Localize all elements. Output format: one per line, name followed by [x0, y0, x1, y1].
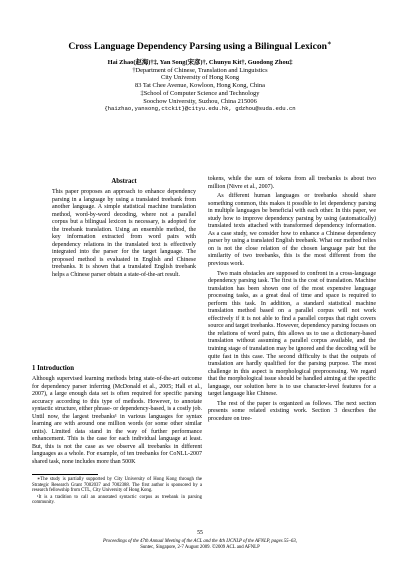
introduction-heading: 1 Introduction	[32, 365, 74, 372]
abstract-heading: Abstract	[111, 178, 137, 185]
abstract-section	[52, 177, 196, 280]
paper-title	[0, 41, 400, 53]
body-paragraph: As different human languages or treebanks should share something common, this makes it possible to let dependency parsing in multiple languages be beneficial with each other. In this paper, we study how to improve dependency parsing by using (automatically) translated texts attached with transformed dependency information. As a case study, we consider how to enhance a Chinese dependency parser by using a translated English treebank. What our method relies on is not the close relation of the chosen language pair but the similarity of two treebanks, this is the most different from the previous work.	[208, 193, 376, 268]
abstract-text: This paper proposes an approach to enhance dependency parsing in a language by using a translated treebank from another language. A simple statistical machine translation method, word-by-word decoding, where not a parallel corpus but a bilingual lexicon is necessary, is adopted for the treebank translation. Using an ensemble method, the key information extracted from word pairs with dependency relations in the translated text is effectively integrated into the parser for the target language. The proposed method is evaluated in English and Chinese treebanks. It is shown that a translated English treebank helps a Chinese parser obtain a state-of-the-art result.	[52, 189, 196, 279]
proceedings-footer	[20, 539, 380, 551]
affiliation-line: 83 Tat Chee Avenue, Kowloon, Hong Kong, China	[135, 82, 265, 90]
title-text: Cross Language Dependency Parsing using a Bilingual Lexicon	[68, 41, 327, 52]
introduction-paragraph: Although supervised learning methods bring state-of-the-art outcome for dependency parser inferring (McDonald et al., 2005; Hall et al., 2007), a large enough data set is often required for specific parsing accuracy according to this type of methods. However, to annotate syntactic structure, either phrase- or dependency-based, is a costly job. Until now, the largest treebanks¹ in various languages for syntax learning are with around one million words (or some other similar units). Limited data stand in the way of further performance enhancement. This is the case for each individual language at least. But, this is not the case as we observe all treebanks in different languages as a whole. For example, of ten treebanks for CoNLL-2007 shared task, none includes more than 500K	[32, 376, 202, 466]
body-paragraph: The rest of the paper is organized as follows. The next section presents some related existing work. Section 3 describes the procedure on tree-	[208, 400, 376, 422]
affiliation-line: City University of Hong Kong	[160, 74, 240, 82]
body-paragraph: Two main obstacles are supposed to confront in a cross-language dependency parsing task. The first is the cost of translation. Machine translation has been shown one of the most expensive language processing tasks, as a great deal of time and space is required to perform this task. In addition, a standard statistical machine translation method based on a parallel corpus will not work effectively if it is not able to find a parallel corpus that right covers source and target treebanks. However, dependency parsing focuses on the relations of word pairs, this allows us to use a dictionary-based translation without assuming a parallel corpus available, and the training stage of translation may be ignored and the decoding will be quite fast in this case. The second difficulty is that the outputs of translation are hardly qualified for the parsing purpose. The most challenge in this aspect is morphological preprocessing. We regard that the morphological issue should be handled aiming at the specific language, our solution here is to use character-level features for a target language like Chinese.	[208, 270, 376, 398]
proceedings-line: Suntec, Singapore, 2-7 August 2009. ©2009 ACL and AFNLP	[140, 545, 260, 550]
author-names: Hai Zhao(赵海)†‡, Yan Song(宋彦)†, Chunyu Kit†, Guodong Zhou‡	[107, 59, 293, 66]
introduction-section	[32, 364, 202, 467]
footnotes	[32, 477, 202, 507]
proceedings-line: Proceedings of the 47th Annual Meeting of the ACL and the 4th IJCNLP of the AFNLP, pages 55–63,	[103, 539, 297, 544]
authors-block	[40, 59, 360, 113]
footnote: ¹It is a tradition to call an annotated syntactic corpus as treebank in parsing community.	[32, 494, 202, 505]
right-column	[208, 176, 376, 426]
title-footnote-marker: ∗	[326, 39, 332, 47]
footnote-divider	[32, 474, 98, 475]
affiliation-line: Soochow University, Suzhou, China 215006	[143, 97, 257, 105]
page-number: 55	[197, 530, 203, 536]
footnote: ∗The study is partially supported by City University of Hong Kong through the Strategic Research Grant 7002037 and 7002388. The first author is sponsored by a research fellowship from CTL, City University of Hong Kong.	[32, 477, 202, 493]
affiliation-line: †Department of Chinese, Translation and Linguistics	[132, 66, 268, 74]
body-paragraph: tokens, while the sum of tokens from all treebanks is about two million (Nivre et al., 2007).	[208, 176, 376, 190]
author-emails: {haizhao,yansong,ctckit}@cityu.edu.hk, gdzhou@suda.edu.cn	[104, 105, 296, 113]
affiliation-line: ‡School of Computer Science and Technology	[140, 89, 260, 97]
